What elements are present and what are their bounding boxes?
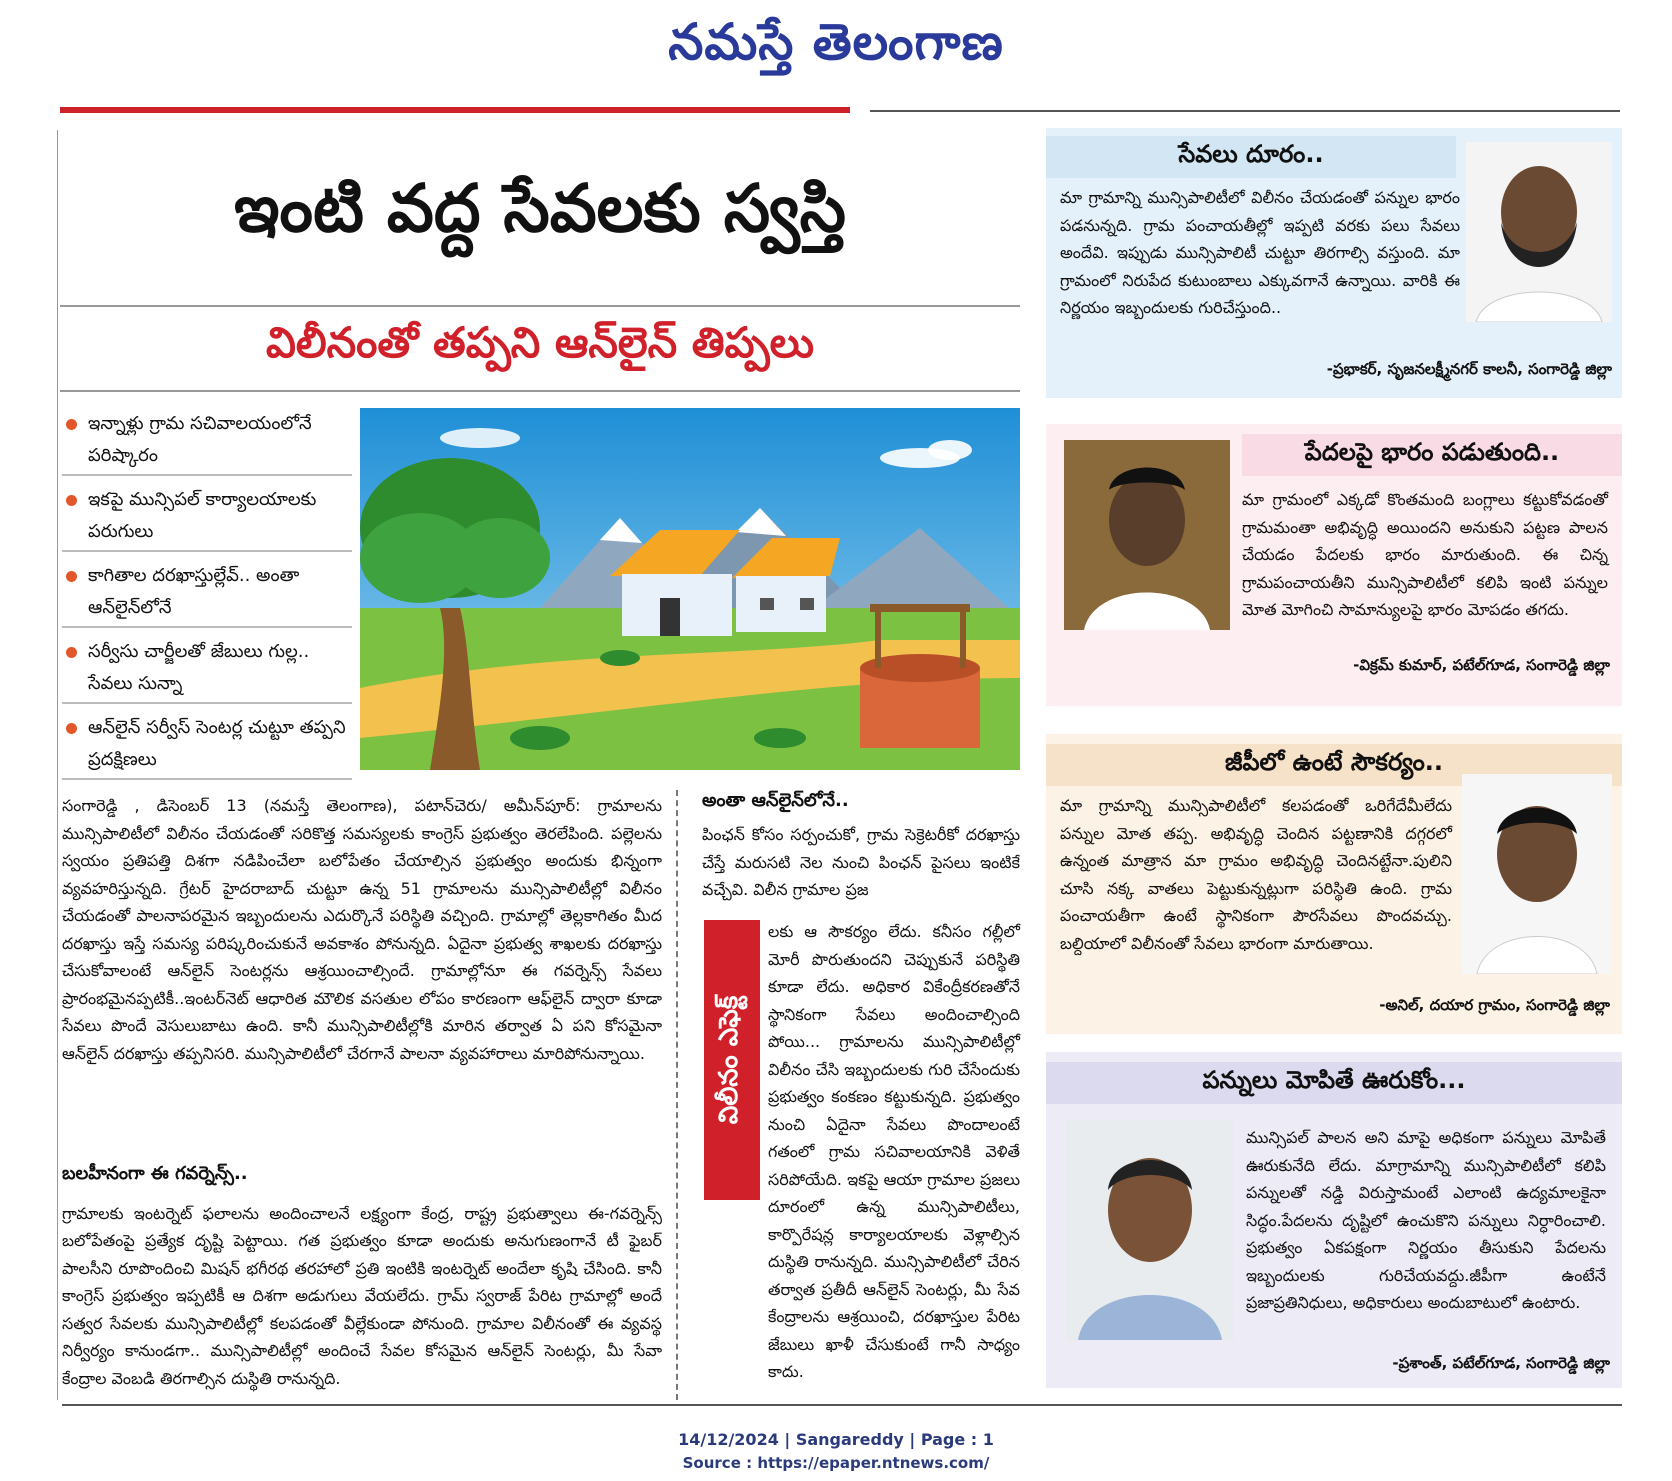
quote-title: పేదలపై భారం పడుతుంది.. [1242,434,1622,476]
quote-signature: -విక్రమ్ కుమార్, పటేల్‌గూడ, సంగారెడ్డి జిల్లా [1353,656,1610,674]
quote-box-3 [1046,734,1622,1034]
person-photo [1064,440,1230,630]
footer-source-link[interactable]: Source : https://epaper.ntnews.com/ [682,1454,990,1472]
quote-title: జీపీలో ఉంటే సౌకర్యం.. [1046,744,1622,786]
quote-text: మా గ్రామంలో ఎక్కడో కొంతమంది బంగ్లాలు కట్టుకోవడంతో గ్రామమంతా అభివృద్ధి అయిందని అనుకుని పట్టణ పాలన చేయడం పేదలకు భారం మారుతుంది. ఈ చిన్న గ్రామపంచాయతీని మున్సిపాలిటీలో కలిపి ఇంటి పన్నుల మోత మోగించి సామాన్యులపై భారం మోపడం తగదు. [1242,490,1608,619]
highlight-bullets [62,408,352,788]
subheadline: విలీనంతో తప్పని ఆన్‌లైన్ తిప్పలు [266,318,814,367]
quote-signature: -ప్రభాకర్, సృజనలక్ష్మీనగర్ కాలనీ, సంగారెడ్డి జిల్లా [1326,360,1612,378]
quote-title: సేవలు దూరం.. [1046,136,1456,178]
masthead-logo: నమస్తే తెలంగాణ [668,12,1004,71]
village-illustration [360,408,1020,770]
bullet-item: కాగితాల దరఖాస్తుల్లేవ్.. అంతా ఆన్‌లైన్‌లోనే [62,560,352,628]
bullet-item: ఆన్‌లైన్ సర్వీస్ సెంటర్ల చుట్టూ తప్పని ప్రదక్షిణలు [62,712,352,780]
bullet-item: సర్వీసు చార్జీలతో జేబులు గుల్ల.. సేవలు సున్నా [62,636,352,704]
article-section-2 [62,1160,662,1392]
column-text-continued: లకు ఆ సౌకర్యం లేదు. కనీసం గల్లీలో మోరీ పొరుతుందని చెప్పుకునే పరిస్థితి కూడా లేదు. అధికార వికేంద్రీకరణతోనే స్థానికంగా సేవలు అందించాల్సింది పోయి... గ్రామాలను మున్సిపాలిటీల్లో విలీనం చేసి ఇబ్బందులకు గురి చేసేందుకు ప్రభుత్వం కంకణం కట్టుకున్నది. ప్రభుత్వం నుంచి ఏదైనా సేవలు పొందాలంటే గతంలో గ్రామ సచివాలయానికి వెళితే సరిపోయేది. ఇకపై ఆయా గ్రామాల ప్రజలు దూరంలో ఉన్న మున్సిపాలిటీలు, కార్పొరేషన్ల కార్యాలయాలకు వెళ్లాల్సిన దుస్థితి రానున్నది. మున్సిపాలిటీలో చేరిన తర్వాత ప్రతీదీ ఆన్‌లైన్ సెంటర్లు, మీ సేవ కేంద్రాలను ఆశ్రయించి, దరఖాస్తుల పేరిట జేబులు ఖాళీ చేసుకుంటే గానీ సాధ్యం కాదు. [768,922,1020,1381]
left-column-rule [57,130,58,1400]
quote-box-2 [1046,424,1622,706]
quote-text: మున్సిపల్ పాలన అని మాపై అధికంగా పన్నులు మోపితే ఊరుకునేది లేదు. మాగ్రామాన్ని మున్సిపాలిటీలో కలిపి పన్నులతో నడ్డి విరుస్తామంటే ఎలాంటి ఉద్యమాలకైనా సిద్ధం.పేదలను దృష్టిలో ఉంచుకొని పన్నులు నిర్ధారించాలి. ప్రభుత్వం ఏకపక్షంగా నిర్ణయం తీసుకుని పేదలను ఇబ్బందులకు గురిచేయవద్దు.జీపీగా ఉంటేనే ప్రజాప్రతినిధులు, అధికారులు అందుబాటులో ఉంటారు. [1246,1128,1606,1312]
bullet-item: ఇకపై మున్సిపల్ కార్యాలయాలకు పరుగులు [62,484,352,552]
headline: ఇంటి వద్ద సేవలకు స్వస్తి [234,170,846,247]
quote-title: పన్నులు మోపితే ఊరుకోం... [1046,1062,1622,1104]
vertical-label: విలీనం ఎఫెక్ట్ [714,995,744,1125]
quote-box-1 [1046,128,1622,398]
header-red-rule [60,107,850,113]
column-heading: అంతా ఆన్‌లైన్‌లోనే.. [702,790,849,811]
quote-text: మా గ్రామాన్ని మున్సిపాలిటీలో విలీనం చేయడంతో పన్నుల భారం పడనున్నది. గ్రామ పంచాయతీల్లో ఇప్పటి వరకు పలు సేవలు అందేవి. ఇప్పుడు మున్సిపాలిటీ చుట్టూ తిరగాల్సి వస్తుంది. మా గ్రామంలో నిరుపేద కుటుంబాలు ఎక్కువగానే ఉన్నాయి. వారికి ఈ నిర్ణయం ఇబ్బందులకు గురిచేస్తుంది.. [1060,188,1460,317]
footer-date-edition: 14/12/2024 | Sangareddy | Page : 1 [678,1430,994,1449]
quote-text: మా గ్రామాన్ని మున్సిపాలిటీలో కలపడంతో ఒరిగేదేమీలేదు పన్నుల మోత తప్ప. అభివృద్ధి చెందిన పట్టణానికి దగ్గరలో ఉన్నంత మాత్రాన మా గ్రామం అభివృద్ధి చెందినట్టేనా.పులిని చూసి నక్క వాతలు పెట్టుకున్నట్లుగా పరిస్థితి ఉంది. గ్రామ పంచాయతీగా ఉంటే స్థానికంగా పౌరసేవలు పొందవచ్చు. బల్దియాలో విలీనంతో సేవలు భారంగా మారుతాయి. [1060,796,1452,953]
bottom-rule [62,1404,1622,1406]
vertical-label-box [704,920,760,1200]
article-body-1: సంగారెడ్డి , డిసెంబర్ 13 (నమస్తే తెలంగాణ), పటాన్‌చెరు/ అమీన్‌పూర్: గ్రామాలను మున్సిపాలిటీలో విలీనం చేయడంతో సరికొత్త సమస్యలకు కాంగ్రెస్ ప్రభుత్వం తెరలేపింది. పల్లెలను స్వయం ప్రతిపత్తి దిశగా నడిపించేలా బలోపేతం చేయాల్సిన ప్రభుత్వం అందుకు భిన్నంగా వ్యవహరిస్తున్నది. గ్రేటర్ హైదరాబాద్ చుట్టూ ఉన్న 51 గ్రామాలను మున్సిపాలిటీల్లో విలీనం చేయడంతో పాలనాపరమైన ఇబ్బందులను ఎదుర్కొనే పరిస్థితి వచ్చింది. గ్రామాల్లో తెల్లకాగితం మీద దరఖాస్తు ఇస్తే సమస్య పరిష్కరించుకునే అవకాశం పోనున్నది. ఏదైనా ప్రభుత్వ శాఖలకు దరఖాస్తు చేసుకోవాలంటే ఆన్‌లైన్ సెంటర్లను ఆశ్రయించాల్సిందే. గ్రామాల్లోనూ ఈ గవర్నెన్స్ సేవలు ప్రారంభమైనప్పటికీ..ఇంటర్‌నెట్ ఆధారిత మౌలిక వసతుల లోపం కారణంగా ఆఫ్‌లైన్ ద్వారా కూడా సేవలు పొందే వెసులుబాటు ఉంది. కానీ మున్సిపాలిటీల్లోకి మారిన తర్వాత ఏ పని కోసమైనా ఆన్‌లైన్ దరఖాస్తు తప్పనిసరి. మున్సిపాలిటీలో చేరగానే పాలనా వ్యవహారాలు మారిపోనున్నాయి. [62,796,662,1063]
person-photo [1066,1120,1234,1340]
column-divider [676,790,678,1400]
header-thin-rule [870,110,1620,112]
section-heading: బలహీనంగా ఈ గవర్నెన్స్.. [62,1163,248,1184]
person-photo [1462,774,1612,974]
article-column-2 [702,790,1020,904]
divider [60,390,1020,392]
person-photo [1466,142,1612,322]
quote-signature: -అనిల్, దయార గ్రామం, సంగారెడ్డి జిల్లా [1379,996,1610,1014]
quote-signature: -ప్రశాంత్, పటేల్‌గూడ, సంగారెడ్డి జిల్లా [1392,1354,1610,1372]
section-text: గ్రామాలకు ఇంటర్నెట్ ఫలాలను అందించాలనే లక్ష్యంగా కేంద్ర, రాష్ట్ర ప్రభుత్వాలు ఈ-గవర్నెన్స్ బలోపేతంపై ప్రత్యేక దృష్టి పెట్టాయి. గత ప్రభుత్వం కూడా అందుకు అనుగుణంగానే టీ ఫైబర్ పాలసీని రూపొందించి మిషన్ భగీరథ తరహాలో ప్రతి ఇంటికి ఇంటర్నెట్ అందేలా కృషి చేసింది. కానీ కాంగ్రెస్ ప్రభుత్వం ఇప్పటికీ ఆ దిశగా అడుగులు వేయలేదు. గ్రామ్ స్వరాజ్ పేరిట గ్రామాల్లో అందే సత్వర సేవలకు మున్సిపాలిటీల్లో కలపడంతో వీల్లేకుండా పోనుంది. గ్రామాల విలీనంతో ఈ వ్యవస్థ నిర్వీర్యం కానుండగా.. మున్సిపాలిటీల్లో అందించే సేవల కోసమైన ఆన్‌లైన్ సెంటర్లు, మీ సేవా కేంద్రాల వెంబడి తిరగాల్సిన దుస్థితి రానున్నది. [62,1203,662,1388]
bullet-item: ఇన్నాళ్లు గ్రామ సచివాలయంలోనే పరిష్కారం [62,408,352,476]
divider [60,305,1020,307]
column-text: పింఛన్ కోసం సర్పంచుకో, గ్రామ సెక్రెటరీకో దరఖాస్తు చేస్తే మరుసటి నెల నుంచి పింఛన్ పైసలు ఇంటికే వచ్చేవి. విలీన గ్రామాల ప్రజ [702,825,1020,899]
quote-box-4 [1046,1052,1622,1388]
